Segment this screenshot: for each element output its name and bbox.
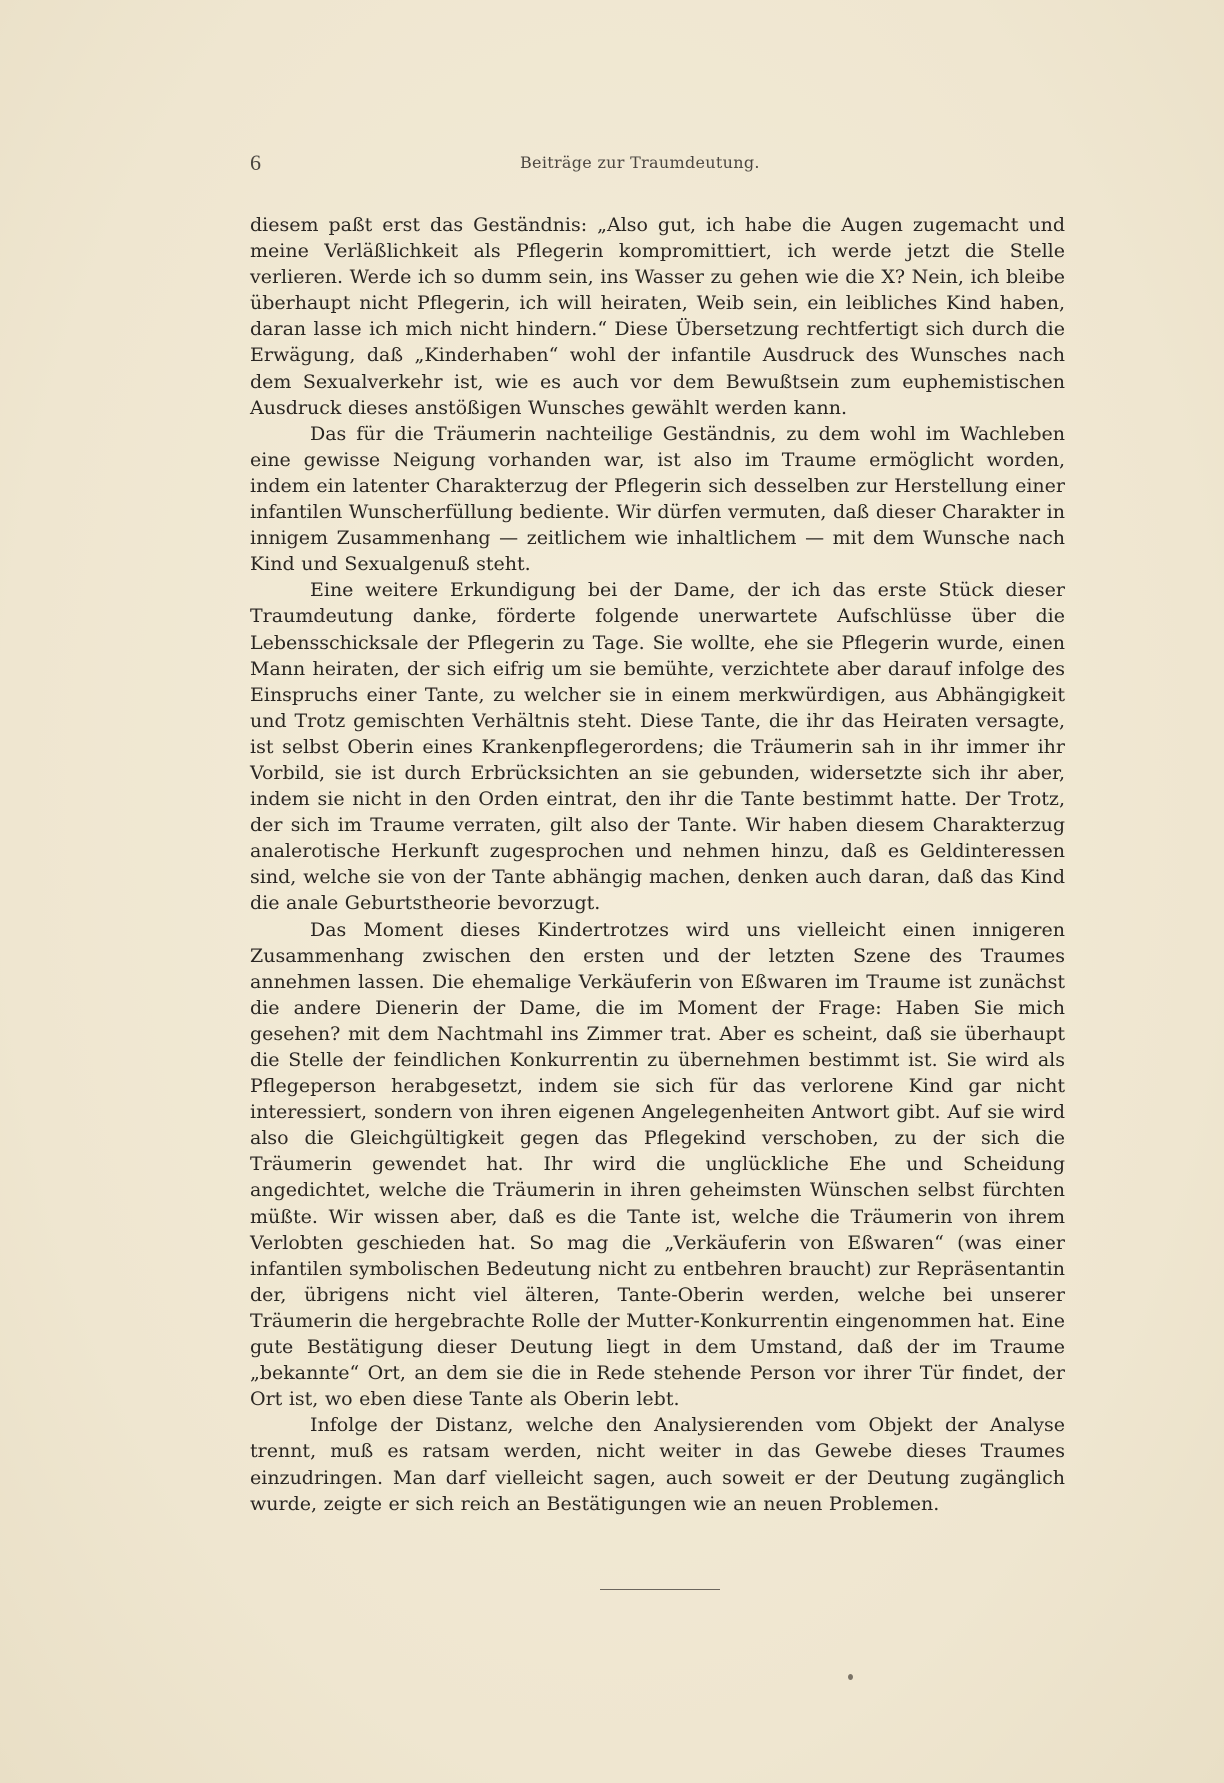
- paragraph-3: Eine weitere Erkundigung bei der Dame, der ich das erste Stück dieser Traumdeutung danke, förderte folgende unerwartete Aufschlüsse über die Lebensschicksale der Pflegerin zu Tage. Sie wollte, ehe sie Pflegerin wurde, einen Mann heiraten, der sich eifrig um sie bemühte, verzichtete aber darauf infolge des Einspruchs einer Tante, zu welcher sie in einem merkwürdigen, aus Abhängigkeit und Trotz gemischten Verhältnis steht. Diese Tante, die ihr das Heiraten versagte, ist selbst Oberin eines Krankenpflegerordens; die Träumerin sah in ihr immer ihr Vorbild, sie ist durch Erbrücksichten an sie gebunden, widersetzte sich ihr aber, indem sie nicht in den Orden eintrat, den ihr die Tante bestimmt hatte. Der Trotz, der sich im Traume verraten, gilt also der Tante. Wir haben diesem Charakterzug analerotische Herkunft zugesprochen und nehmen hinzu, daß es Geldinteressen sind, welche sie von der Tante abhängig machen, denken auch daran, daß das Kind die anale Geburtstheorie bevorzugt.: [250, 579, 1065, 915]
- paragraph-2: Das für die Träumerin nachteilige Geständnis, zu dem wohl im Wachleben eine gewisse Neigung vorhanden war, ist also im Traume ermöglicht worden, indem ein latenter Charakterzug der Pflegerin sich desselben zur Herstellung einer infantilen Wunscherfüllung bediente. Wir dürfen vermuten, daß dieser Charakter in innigem Zusammenhang — zeitlichem wie inhaltlichem — mit dem Wunsche nach Kind und Sexualgenuß steht.: [250, 422, 1065, 576]
- section-end-rule: [600, 1589, 720, 1590]
- paragraph-4: Das Moment dieses Kindertrotzes wird uns vielleicht einen innigeren Zusammenhang zwischen den ersten und der letzten Szene des Traumes annehmen lassen. Die ehemalige Verkäuferin von Eßwaren im Traume ist zunächst die andere Dienerin der Dame, die im Moment der Frage: Haben Sie mich gesehen? mit dem Nachtmahl ins Zimmer trat. Aber es scheint, daß sie überhaupt die Stelle der feindlichen Konkurrentin zu übernehmen bestimmt ist. Sie wird als Pflegeperson herabgesetzt, indem sie sich für das verlorene Kind gar nicht interessiert, sondern von ihren eigenen Angelegenheiten Antwort gibt. Auf sie wird also die Gleichgültigkeit gegen das Pflegekind verschoben, zu der sich die Träumerin gewendet hat. Ihr wird die unglückliche Ehe und Scheidung angedichtet, welche die Träumerin in ihren geheimsten Wünschen selbst fürchten müßte. Wir wissen aber, daß es die Tante ist, welche die Träumerin von ihrem Verlobten geschieden hat. So mag die „Verkäuferin von Eßwaren“ (was einer infantilen symbolischen Bedeutung nicht zu entbehren braucht) zur Repräsentantin der, übrigens nicht viel älteren, Tante-Oberin werden, welche bei unserer Träumerin die hergebrachte Rolle der Mutter-Konkurrentin eingenommen hat. Eine gute Bestätigung dieser Deutung liegt in dem Umstand, daß der im Traume „bekannte“ Ort, an dem sie die in Rede stehende Person vor ihrer Tür findet, der Ort ist, wo eben diese Tante als Oberin lebt.: [250, 918, 1065, 1411]
- running-title: Beiträge zur Traumdeutung.: [520, 153, 760, 172]
- paragraph-1: diesem paßt erst das Geständnis: „Also gut, ich habe die Augen zugemacht und meine Verläßlichkeit als Pflegerin kompromittiert, ich werde jetzt die Stelle verlieren. Werde ich so dumm sein, ins Wasser zu gehen wie die X? Nein, ich bleibe überhaupt nicht Pflegerin, ich will heiraten, Weib sein, ein leibliches Kind haben, daran lasse ich mich nicht hindern.“ Diese Übersetzung rechtfertigt sich durch die Erwägung, daß „Kinderhaben“ wohl der infantile Ausdruck des Wunsches nach dem Sexualverkehr ist, wie es auch vor dem Bewußtsein zum euphemistischen Ausdruck dieses anstößigen Wunsches gewählt werden kann.: [250, 214, 1065, 419]
- paragraph-5: Infolge der Distanz, welche den Analysierenden vom Objekt der Analyse trennt, muß es ratsam werden, nicht weiter in das Gewebe dieses Traumes einzudringen. Man darf vielleicht sagen, auch soweit er der Deutung zugänglich wurde, zeigte er sich reich an Bestätigungen wie an neuen Problemen.: [250, 1414, 1065, 1515]
- running-head: [250, 150, 1065, 180]
- body-text: [250, 212, 1065, 1517]
- page-number: 6: [250, 150, 261, 175]
- paper-speck: [848, 1674, 853, 1680]
